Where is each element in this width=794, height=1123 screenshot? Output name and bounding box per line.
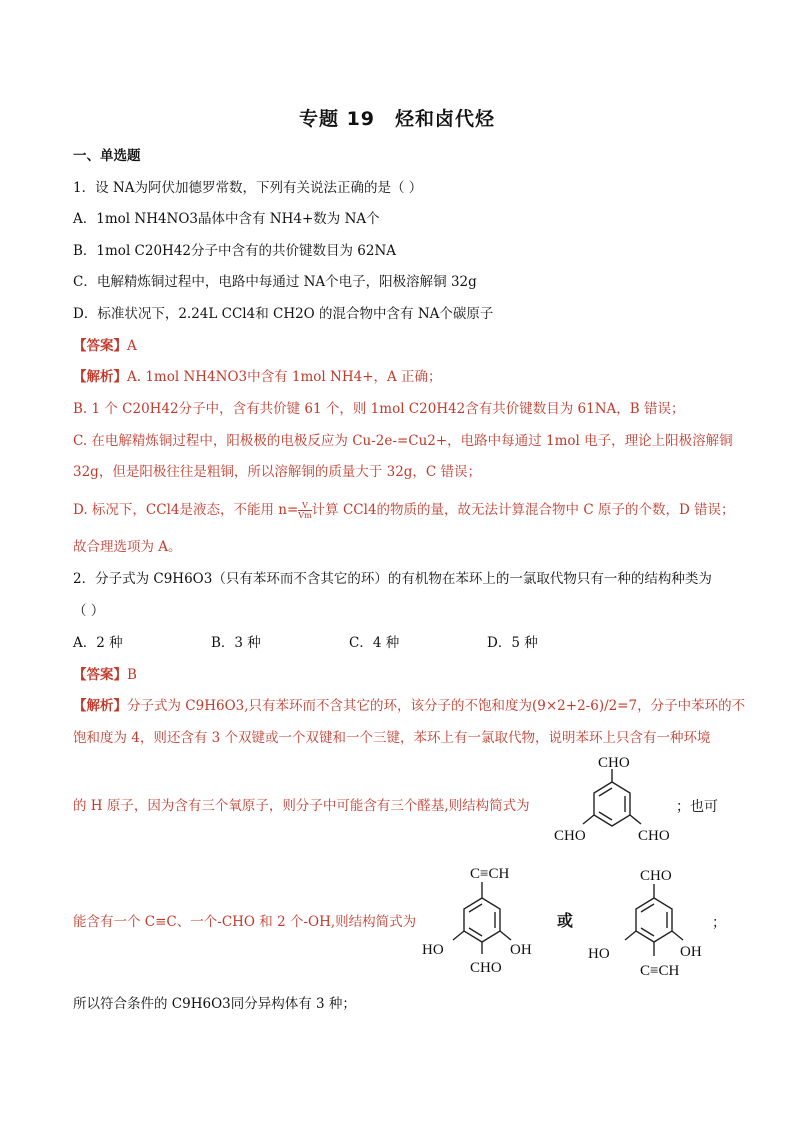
q1-option-a: A．1mol NH4NO3晶体中含有 NH4+数为 NA个 [73,211,380,227]
q2-option-c: C．4 种 [349,635,400,651]
substituent-left: HO [422,942,444,958]
substituent-left: HO [588,946,610,962]
q1-analysis-line-3: C. 在电解精炼铜过程中，阳极极的电极反应为 Cu-2e-=Cu2+，电路中每通过 1mol 电子，理论上阳极溶解铜 [73,433,733,449]
analysis-text: A. 1mol NH4NO3中含有 1mol NH4+，A 正确； [127,369,442,385]
q2-analysis-line-2: 饱和度为 4，则还含有 3 个双键或一个双键和一个三键，苯环上有一氯取代物，说明苯环上只含有一种环境 [73,730,711,746]
substituent-bottom: CHO [470,960,502,976]
analysis-text: 分子式为 C9H6O3,只有苯环而不含其它的环，该分子的不饱和度为(9×2+2-6)/2=7，分子中苯环的不 [127,698,746,714]
answer-value: B [127,667,137,683]
q2-analysis-line-3-end: ；也可 [676,799,718,815]
substituent-right: CHO [638,828,670,844]
substituent-left: CHO [554,828,586,844]
q1-stem: 1．设 NA为阿伏加德罗常数，下列有关说法正确的是（ ） [73,180,423,196]
formula-fraction [298,501,311,520]
q1-analysis-line-5 [73,500,735,520]
q2-stem-line-1: 2．分子式为 C9H6O3（只有苯环而不含其它的环）的有机物在苯环上的一氯取代物只有一种的结构种类为 [73,571,712,587]
substituent-right: OH [680,944,702,960]
q2-option-b: B．3 种 [211,635,261,651]
q2-analysis-line-4: 能含有一个 C≡C、一个-CHO 和 2 个-OH,则结构简式为 [73,914,417,930]
q1-analysis-line-6: 故合理选项为 A。 [73,539,182,555]
analysis-tag: 【解析】 [73,369,127,385]
q2-answer [73,665,137,685]
answer-tag: 【答案】 [73,667,127,683]
analysis-text: 计算 CCl4的物质的量，故无法计算混合物中 C 原子的个数，D 错误； [311,502,735,518]
q1-option-b: B．1mol C20H42分子中含有的共价键数目为 62NA [73,243,397,259]
fraction-denominator: Vm [298,511,312,520]
substituent-top: C≡CH [470,866,510,882]
q2-analysis-line-3: 的 H 原子，因为含有三个氧原子，则分子中可能含有三个醛基,则结构简式为 [73,798,530,814]
q2-analysis-line-5: 所以符合条件的 C9H6O3同分异构体有 3 种； [73,996,356,1012]
or-label: 或 [557,911,574,930]
page-title: 专题 19 烃和卤代烃 [298,108,496,130]
substituent-top: CHO [640,868,672,884]
structure-trialdehyde [540,752,690,852]
structure-alkyne-bottom [584,858,734,982]
section-heading: 一、单选题 [73,148,141,164]
fraction-numerator: V [298,501,311,511]
q1-option-d: D．标准状况下，2.24L CCl4和 CH2O 的混合物中含有 NA个碳原子 [73,306,494,322]
substituent-top: CHO [598,755,630,771]
q2-options [73,633,625,653]
q1-option-c: C．电解精炼铜过程中，电路中每通过 NA个电子，阳极溶解铜 32g [73,274,477,290]
q1-analysis-line-2: B. 1 个 C20H42分子中，含有共价键 61 个，则 1mol C20H42含有共价键数目为 61NA，B 错误； [73,401,685,417]
q2-stem-line-2: （ ） [73,603,105,619]
q2-option-a: A．2 种 [73,635,123,651]
structure-alkyne-top [412,858,562,980]
q2-analysis-line-1 [73,696,745,716]
analysis-text: D. 标况下，CCl4是液态，不能用 n= [73,502,299,518]
substituent-right: OH [510,942,532,958]
q1-answer [73,336,137,356]
q2-analysis-line-4-end: ； [712,915,726,931]
analysis-tag: 【解析】 [73,698,127,714]
substituent-bottom: C≡CH [640,963,680,979]
q1-analysis-line-4: 32g，但是阳极往往是粗铜，所以溶解铜的质量大于 32g，C 错误； [73,464,482,480]
answer-tag: 【答案】 [73,338,127,354]
answer-value: A [127,338,137,354]
q1-analysis-line-1 [73,367,442,387]
q2-option-d: D．5 种 [487,635,538,651]
